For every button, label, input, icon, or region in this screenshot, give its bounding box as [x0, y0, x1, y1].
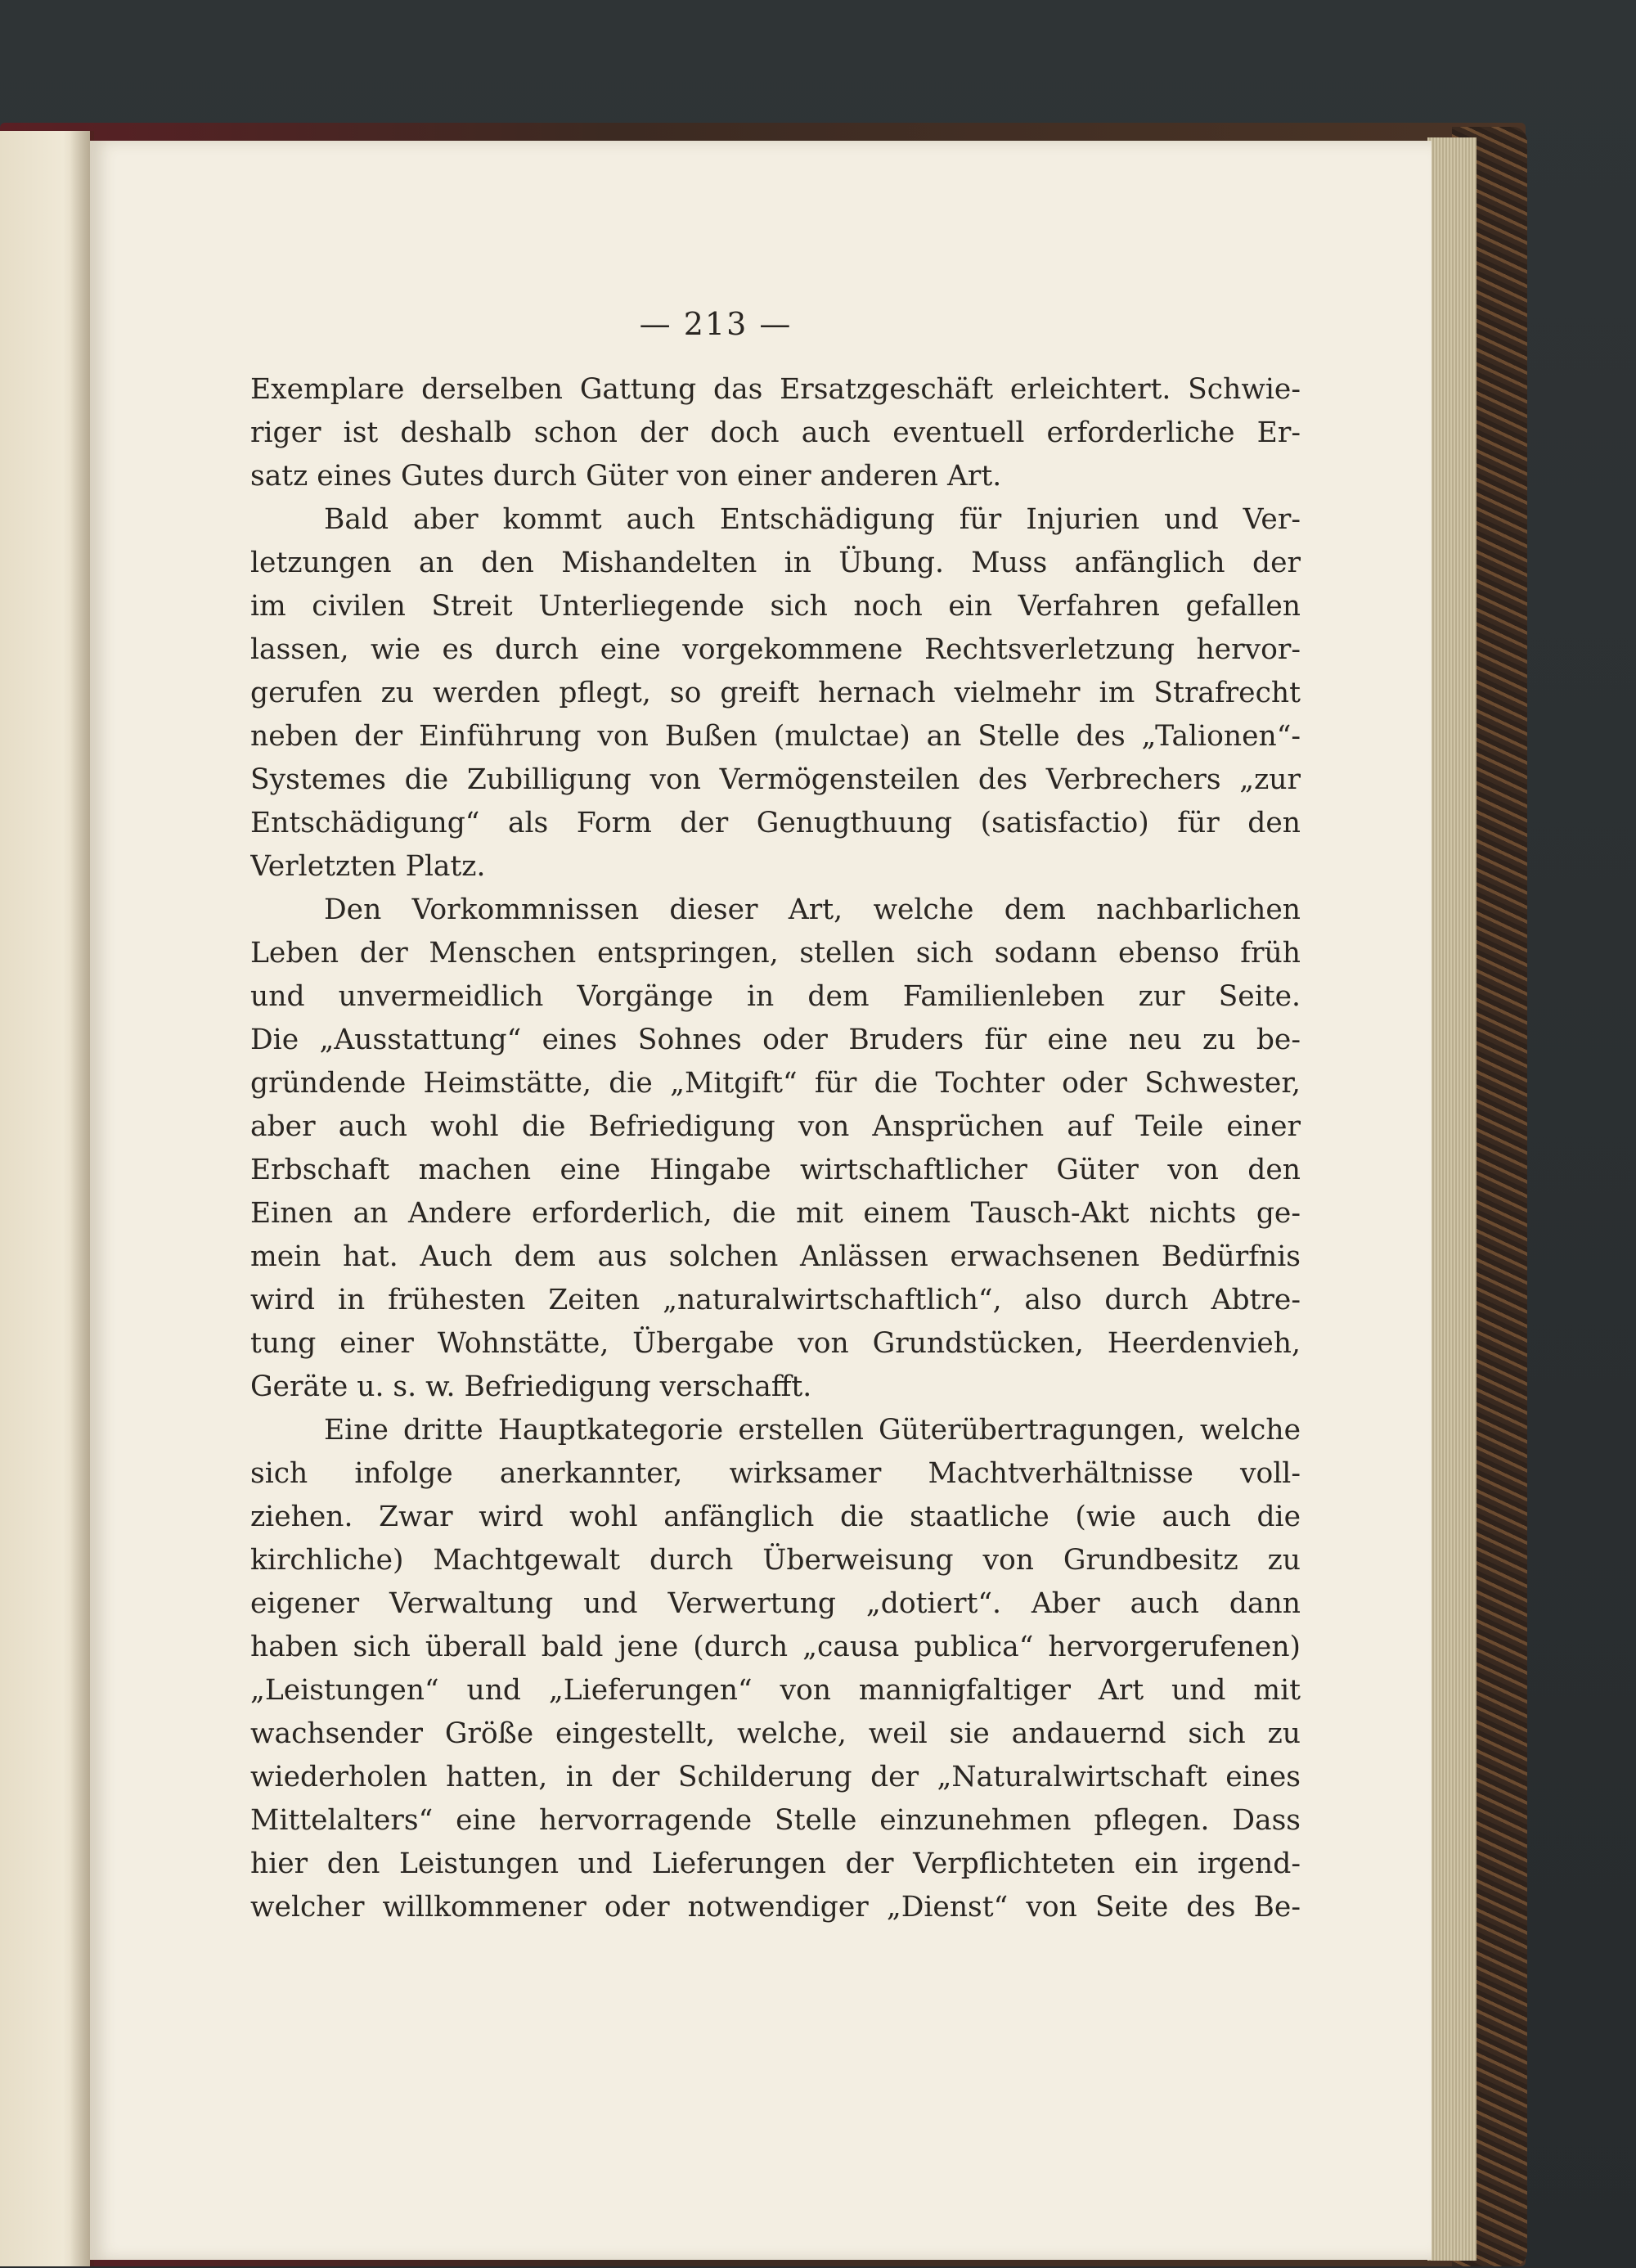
- text-line: Einen an Andere erforderlich, die mit einem Tausch-Akt nichts ge-: [250, 1197, 1301, 1230]
- text-line: aber auch wohl die Befriedigung von Ansprüchen auf Teile einer: [250, 1110, 1301, 1143]
- text-line: gerufen zu werden pflegt, so greift hernach vielmehr im Strafrecht: [250, 677, 1301, 709]
- text-lines: [250, 368, 1301, 1929]
- text-line: Den Vorkommnissen dieser Art, welche dem nachbarlichen: [324, 893, 1301, 926]
- text-line: Leben der Menschen entspringen, stellen sich sodann ebenso früh: [250, 937, 1301, 970]
- text-line: Geräte u. s. w. Befriedigung verschafft.: [250, 1370, 812, 1403]
- text-line: Die „Ausstattung“ eines Sohnes oder Bruders für eine neu zu be-: [250, 1024, 1301, 1056]
- text-line: sich infolge anerkannter, wirksamer Machtverhältnisse voll-: [250, 1457, 1301, 1490]
- text-line: satz eines Gutes durch Güter von einer anderen Art.: [250, 460, 1002, 493]
- text-line: welcher willkommener oder notwendiger „Dienst“ von Seite des Be-: [250, 1891, 1301, 1924]
- text-line: Systemes die Zubilligung von Vermögensteilen des Verbrechers „zur: [250, 763, 1301, 796]
- text-line: Verletzten Platz.: [250, 850, 486, 883]
- text-line: wiederholen hatten, in der Schilderung der „Naturalwirtschaft eines: [250, 1761, 1301, 1793]
- text-line: Eine dritte Hauptkategorie erstellen Güterübertragungen, welche: [324, 1414, 1301, 1447]
- text-line: riger ist deshalb schon der doch auch eventuell erforderliche Er-: [250, 416, 1301, 449]
- text-line: im civilen Streit Unterliegende sich noch ein Verfahren gefallen: [250, 590, 1301, 623]
- text-line: und unvermeidlich Vorgänge in dem Familienleben zur Seite.: [250, 980, 1301, 1013]
- text-line: Erbschaft machen eine Hingabe wirtschaftlicher Güter von den: [250, 1154, 1301, 1186]
- text-line: wird in frühesten Zeiten „naturalwirtschaftlich“, also durch Abtre-: [250, 1284, 1301, 1316]
- text-line: Bald aber kommt auch Entschädigung für Injurien und Ver-: [324, 503, 1301, 536]
- text-line: lassen, wie es durch eine vorgekommene Rechtsverletzung hervor-: [250, 633, 1301, 666]
- text-line: eigener Verwaltung und Verwertung „dotiert“. Aber auch dann: [250, 1587, 1301, 1620]
- text-line: Entschädigung“ als Form der Genugthuung (satisfactio) für den: [250, 807, 1301, 839]
- text-line: kirchliche) Machtgewalt durch Überweisung von Grundbesitz zu: [250, 1544, 1301, 1577]
- text-line: Exemplare derselben Gattung das Ersatzgeschäft erleichtert. Schwie-: [250, 373, 1301, 406]
- text-line: haben sich überall bald jene (durch „causa publica“ hervorgerufenen): [250, 1631, 1301, 1663]
- text-line: „Leistungen“ und „Lieferungen“ von mannigfaltiger Art und mit: [250, 1674, 1301, 1707]
- text-line: letzungen an den Mishandelten in Übung. Muss anfänglich der: [250, 547, 1301, 579]
- text-line: mein hat. Auch dem aus solchen Anlässen erwachsenen Bedürfnis: [250, 1240, 1301, 1273]
- book-page: [90, 141, 1432, 2260]
- text-line: Mittelalters“ eine hervorragende Stelle einzunehmen pflegen. Dass: [250, 1804, 1301, 1837]
- page-edges: [1427, 137, 1476, 2261]
- text-line: gründende Heimstätte, die „Mitgift“ für die Tochter oder Schwester,: [250, 1067, 1301, 1100]
- text-line: wachsender Größe eingestellt, welche, weil sie andauernd sich zu: [250, 1717, 1301, 1750]
- text-line: hier den Leistungen und Lieferungen der Verpflichteten ein irgend-: [250, 1847, 1301, 1880]
- text-line: neben der Einführung von Bußen (mulctae) an Stelle des „Talionen“-: [250, 720, 1301, 753]
- text-line: ziehen. Zwar wird wohl anfänglich die staatliche (wie auch die: [250, 1501, 1301, 1533]
- page-number: — 213 —: [639, 306, 793, 342]
- text-line: tung einer Wohnstätte, Übergabe von Grundstücken, Heerdenvieh,: [250, 1327, 1301, 1360]
